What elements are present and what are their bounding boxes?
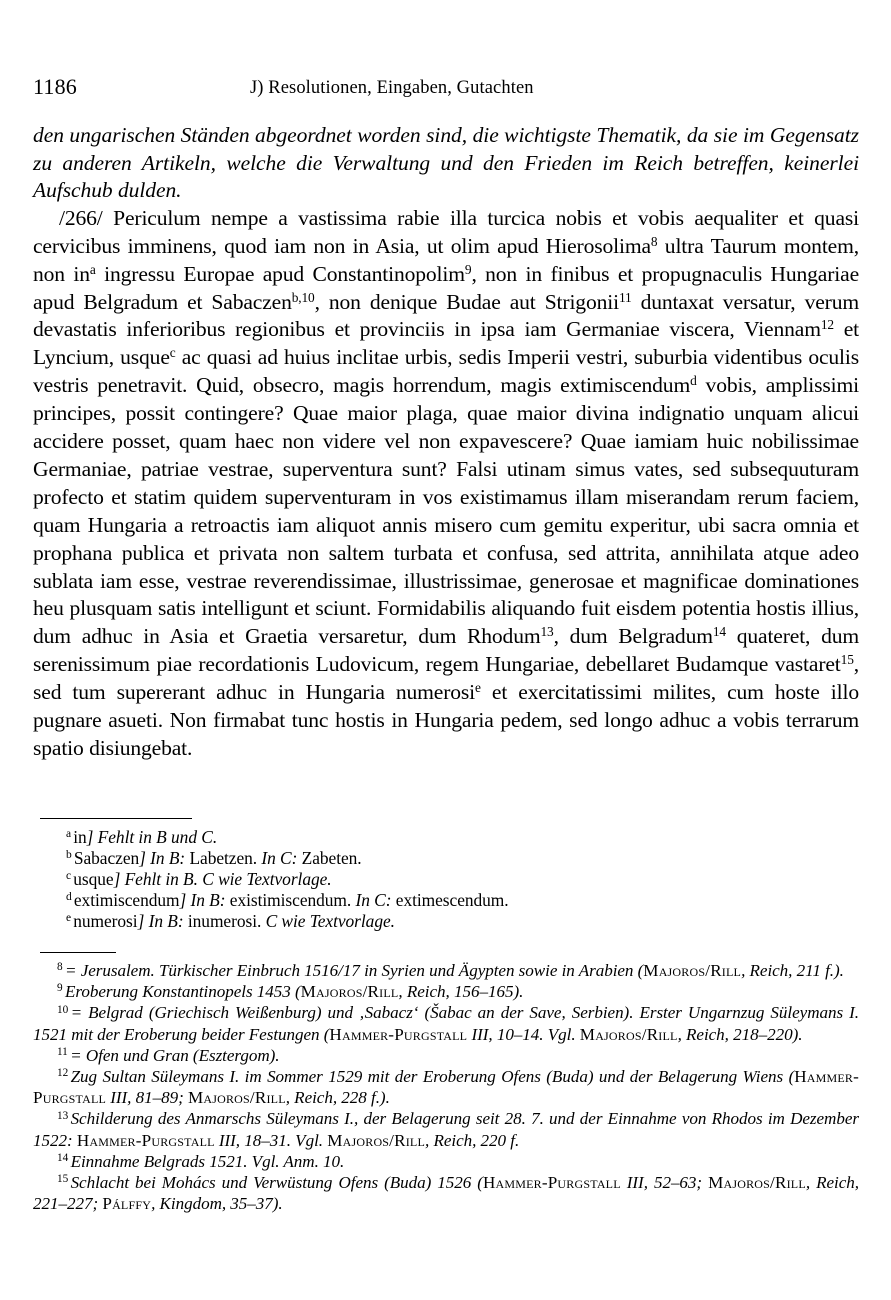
apparatus-note-text: extimiscendum [73, 890, 180, 911]
footnote-reference[interactable]: 14 [712, 624, 726, 640]
footnote-author-name: Majoros/Rill [708, 1173, 806, 1193]
apparatus-note-marker: d [66, 891, 72, 904]
footnote-number: 8 [57, 961, 63, 974]
footnote-text: , Reich, 228 f.). [285, 1088, 390, 1108]
footnote-text: = Jerusalem. Türkischer Einbruch 1516/17 in Syrien und Ägypten sowie in Arabien ( [64, 961, 644, 980]
apparatus-note [40, 827, 850, 848]
footnote-reference[interactable]: 15 [840, 652, 854, 668]
footnote-author-name: Majoros/Rill [300, 982, 399, 1002]
apparatus-note-text: In C: [261, 848, 302, 869]
apparatus-note-text: ] In B: [179, 890, 230, 911]
footnote-text: Eroberung Konstantinopels 1453 ( [64, 982, 301, 1002]
apparatus-note-text: ] Fehlt in B und C. [86, 827, 218, 847]
footnote-number: 11 [57, 1045, 68, 1058]
apparatus-note-text: ] In B: [139, 848, 190, 869]
apparatus-note-text: extimescendum. [395, 890, 509, 911]
footnote-number: 12 [57, 1067, 69, 1080]
apparatus-separator-rule [40, 818, 192, 819]
main-paragraph: /266/ Periculum nempe a vastissima rabie illa turcica nobis et vobis aequaliter et quasi cervicibus imminens, quod iam non in Asia, ut olim apud Hierosolima$^8$ ultra Taurum montem, non $in^a$ ingressu Europae apud Constantinopolim$^9$, non in finibus et propugnaculis Hungariae apud Belgradum et Sabaczen$^{b,10}$, non denique Budae aut Strigonii$^{11}$ duntaxat versatur, verum devastatis inferioribus regionibus et provinciis in ipsa iam Germaniae viscera, Viennam$^{12}$ et Lyncium, usque$^c$ ac quasi ad huius inclitae urbis, sedis Imperii vestri, suburbia videntibus oculis vestris penetravit. Quid, obsecro, magis horrendum, magis extimiscendum$^d$ vobis, amplissimi principes, possit contingere? Quae maior plaga, quae maior divina indignatio unquam alicui accidere posset, quam haec non videre vel non expavescere? Quae iamiam huic nobilissimae Germaniae, patriae vestrae, superventura sunt? Falsi utinam simus vates, sed subsequuturam profecto et statim quidem superventuram in vos existimamus illam miserandam rerum faciem, quam Hungaria a retroactis iam aliquot annis misero cum gemitu experitur, ubi sacra omnia et prophana publica et privata non saltem turbata et confusa, sed attrita, annihilata atque adeo sublata iam esse, vestrae reverendissimae, illustrissimae, generosae et magnificae dominationes heu plusquam satis intelligunt et sciunt. Formidabilis aliquando fuit eisdem potentia hostis illius, dum adhuc in Asia et Graetia versaretur, dum Rhodum$^{13}$, dum Belgradum$^{14}$ quateret, dum serenissimum piae recordationis Ludovicum, regem Hungariae, debellaret Budamque vastaret$^{15}$, sed tum supererant adhuc in Hungaria numerosi$^e$ et exercitatissimi milites, cum hoste illo pugnare asueti. Non firmabat tunc hostis in Hungaria pedem, sed longo adhuc a vobis terrarum spatio disiungebat. [33, 205, 860, 760]
footnote-number: 15 [57, 1173, 69, 1186]
footnote-separator-rule [40, 952, 116, 953]
footnote-text: , Kingdom, 35–37). [151, 1194, 283, 1214]
apparatus-note [40, 869, 850, 890]
footnote-reference[interactable]: 8 [650, 233, 658, 249]
footnote-author-name: Majoros/Rill [327, 1130, 425, 1150]
apparatus-note-text: Labetzen. [189, 848, 262, 869]
apparatus-note-marker: b [66, 849, 72, 862]
footnote-text: , Reich, 221–227; [33, 1173, 859, 1214]
footnote-author-name: Hammer-Purgstall [33, 1067, 859, 1108]
footnote-text: Schilderung des Anmarschs Süleymans I., der Belagerung seit 28. 7. und der Einnahme von Rhodos im Dezember 1522: [33, 1109, 859, 1150]
apparatus-note-text: In C: [355, 890, 396, 911]
apparatus-note-text: inumerosi. [187, 911, 266, 932]
footnote-reference[interactable]: c [169, 345, 176, 361]
apparatus-note-text: ] Fehlt in B. C wie Textvorlage. [113, 869, 332, 890]
page-number: 1186 [33, 74, 77, 99]
footnote-text: = Ofen und Gran (Esztergom). [70, 1045, 280, 1065]
apparatus-note [40, 911, 850, 932]
footnote [33, 1066, 859, 1108]
footnote-text: III, 52–63; [620, 1173, 709, 1193]
footnote [33, 1172, 859, 1214]
footnote-text: = Belgrad (Griechisch Weißenburg) und ‚Sabacz‘ (Šabac an der Save, Serbien). Erster Ungarnzug Süleymans I. 1521 mit der Eroberung beider Festungen ( [33, 1003, 859, 1044]
footnote-author-name: Majoros/Rill [643, 961, 742, 980]
body-text-area [33, 122, 859, 763]
apparatus-note-marker: e [66, 912, 72, 925]
footnote-reference[interactable]: b,10 [291, 289, 315, 305]
apparatus-note-text: usque [73, 869, 114, 890]
footnote-text: , Reich, 211 f.). [741, 961, 844, 980]
footnote-text: III, 18–31. Vgl. [214, 1130, 328, 1150]
apparatus-notes-list [40, 827, 850, 932]
apparatus-note [40, 848, 850, 869]
footnote-reference[interactable]: 13 [540, 624, 554, 640]
apparatus-note-marker: c [66, 870, 72, 883]
section-title: J) Resolutionen, Eingaben, Gutachten [250, 78, 534, 98]
footnote-reference[interactable]: 12 [820, 317, 834, 333]
footnote-reference[interactable]: a [89, 261, 96, 277]
footnote-text: III, 81–89; [106, 1088, 188, 1108]
footnote [33, 1045, 859, 1066]
apparatus-note-text: Sabaczen [73, 848, 140, 869]
footnote-number: 14 [57, 1151, 69, 1164]
footnote-reference[interactable]: d [690, 373, 697, 389]
footnote-reference[interactable]: 9 [464, 261, 472, 277]
footnote [33, 1108, 859, 1150]
footnote-author-name: Pálffy [102, 1194, 152, 1214]
footnote-reference[interactable]: 11 [618, 289, 632, 305]
apparatus-note-text: numerosi [73, 911, 138, 932]
apparatus-note-marker: a [66, 828, 72, 841]
footnote-author-name: Hammer-Purgstall [329, 1024, 468, 1044]
footnotes-list [33, 960, 859, 1214]
footnote-author-name: Hammer-Purgstall [482, 1173, 621, 1193]
footnote-text: Einnahme Belgrads 1521. Vgl. Anm. 10. [70, 1151, 345, 1171]
footnote [33, 1002, 859, 1044]
footnote-author-name: Majoros/Rill [187, 1088, 286, 1108]
lead-paragraph: den ungarischen Ständen abgeordnet worden sind, die wichtigste Thematik, da sie im Gegensatz zu anderen Artikeln, welche die Verwaltung und den Frieden im Reich betreffen, keinerlei Aufschub dulden. [33, 123, 859, 203]
folio-marker: /266/ [59, 205, 103, 230]
apparatus-note-text: Zabeten. [301, 848, 362, 869]
footnote-text: , Reich, 220 f. [425, 1130, 520, 1150]
footnote-text: Zug Sultan Süleymans I. im Sommer 1529 mit der Eroberung Ofens (Buda) und der Belagerung Wiens ( [70, 1067, 795, 1087]
footnote-reference[interactable]: e [475, 680, 481, 696]
footnote-number: 13 [57, 1109, 69, 1122]
footnote [33, 960, 859, 981]
footnote-text: , Reich, 218–220). [677, 1024, 803, 1044]
apparatus-note-text: C wie Textvorlage. [265, 911, 395, 932]
footnote-author-name: Hammer-Purgstall [76, 1130, 215, 1150]
footnote-number: 9 [57, 982, 63, 995]
footnote-author-name: Majoros/Rill [579, 1024, 678, 1044]
apparatus-note-text: ] In B: [137, 911, 188, 932]
footnote [33, 1151, 859, 1172]
footnote-text: Schlacht bei Mohács und Verwüstung Ofens (Buda) 1526 ( [70, 1173, 483, 1193]
footnote-number: 10 [57, 1003, 69, 1016]
footnote-text: III, 10–14. Vgl. [467, 1024, 580, 1044]
footnote [33, 981, 859, 1002]
apparatus-note-text: existimiscendum. [229, 890, 356, 911]
apparatus-note [40, 890, 850, 911]
footnote-text: , Reich, 156–165). [398, 982, 524, 1002]
apparatus-note-text: in [73, 827, 87, 847]
running-head [33, 72, 859, 102]
